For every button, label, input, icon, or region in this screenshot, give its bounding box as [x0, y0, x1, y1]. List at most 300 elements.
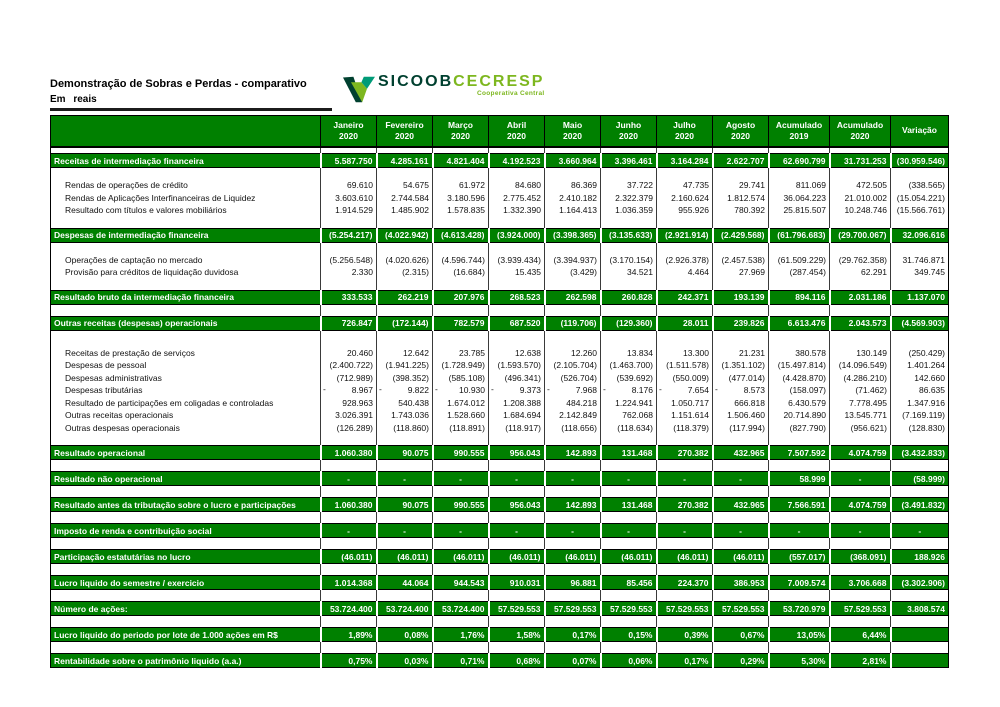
value-cell: (71.462) — [830, 384, 891, 397]
value-cell: (1.728.949) — [433, 359, 489, 372]
column-header: Acumulado 2019 — [769, 116, 830, 148]
value-cell: 62.690.799 — [769, 154, 830, 168]
value-cell: 21.010.002 — [830, 192, 891, 205]
value-cell: (4.596.744) — [433, 254, 489, 267]
value-cell: 955.926 — [657, 204, 713, 217]
value-cell: (3.491.832) — [891, 498, 949, 512]
value-cell: 726.847 — [321, 316, 377, 330]
section-row — [51, 576, 949, 590]
value-cell: 262.598 — [545, 290, 601, 304]
value-cell: 380.578 — [769, 347, 830, 360]
value-cell: 0,39% — [657, 628, 713, 642]
comparative-results-table — [50, 115, 949, 668]
spacer-row — [51, 460, 949, 472]
value-cell: (287.454) — [769, 266, 830, 279]
row-label: Despesas de intermediação financeira — [51, 228, 321, 242]
row-label-header — [51, 116, 321, 148]
value-cell: 69.610 — [321, 179, 377, 192]
value-cell: 2.322.379 — [601, 192, 657, 205]
value-cell: 62.291 — [830, 266, 891, 279]
value-cell: 4.821.404 — [433, 154, 489, 168]
value-cell: 1.347.916 — [891, 397, 949, 410]
value-cell: 57.529.553 — [489, 602, 545, 616]
value-cell: (61.796.683) — [769, 228, 830, 242]
value-cell: - 8.967 — [321, 384, 377, 397]
spacer-row — [51, 168, 949, 180]
value-cell: (1.351.102) — [713, 359, 769, 372]
value-cell: 4.074.759 — [830, 498, 891, 512]
value-cell: 53.724.400 — [433, 602, 489, 616]
value-cell: (118.656) — [545, 422, 601, 435]
value-cell: 0,17% — [545, 628, 601, 642]
row-label: Resultado não operacional — [51, 472, 321, 486]
column-header: Julho 2020 — [657, 116, 713, 148]
value-cell: 57.529.553 — [713, 602, 769, 616]
value-cell: 1,58% — [489, 628, 545, 642]
detail-row — [51, 347, 949, 360]
value-cell: (46.011) — [321, 550, 377, 564]
column-header: Janeiro 2020 — [321, 116, 377, 148]
value-cell: 57.529.553 — [830, 602, 891, 616]
value-cell: 27.969 — [713, 266, 769, 279]
value-cell: 13,05% — [769, 628, 830, 642]
value-cell: 990.555 — [433, 446, 489, 460]
row-label: Operações de captação no mercado — [65, 254, 203, 265]
row-label: Outras receitas (despesas) operacionais — [51, 316, 321, 330]
value-cell: 193.139 — [713, 290, 769, 304]
value-cell: 131.468 — [601, 446, 657, 460]
value-cell: (3.924.000) — [489, 228, 545, 242]
value-cell: 90.075 — [377, 446, 433, 460]
value-cell: (4.613.428) — [433, 228, 489, 242]
value-cell: 0,08% — [377, 628, 433, 642]
row-label: Outras despesas operacionais — [65, 422, 180, 433]
value-cell: - — [713, 524, 769, 538]
value-cell: 1.578.835 — [433, 204, 489, 217]
value-cell: (250.429) — [891, 347, 949, 360]
value-cell: 1.528.660 — [433, 409, 489, 422]
section-row — [51, 654, 949, 668]
value-cell: 7.778.495 — [830, 397, 891, 410]
value-cell: 85.456 — [601, 576, 657, 590]
value-cell: 2.410.182 — [545, 192, 601, 205]
column-header: Agosto 2020 — [713, 116, 769, 148]
value-cell: 57.529.553 — [657, 602, 713, 616]
value-cell: 3.603.610 — [321, 192, 377, 205]
value-cell: (712.989) — [321, 372, 377, 385]
row-label: Outras receitas operacionais — [65, 410, 174, 421]
value-cell: (827.790) — [769, 422, 830, 435]
value-cell: 262.219 — [377, 290, 433, 304]
spacer-row — [51, 538, 949, 550]
value-cell: - 7.654 — [657, 384, 713, 397]
unit-label: Em reais — [50, 94, 332, 111]
value-cell — [891, 654, 949, 668]
value-cell: 666.818 — [713, 397, 769, 410]
value-cell: 15.435 — [489, 266, 545, 279]
value-cell: 2.142.849 — [545, 409, 601, 422]
value-cell: 3.026.391 — [321, 409, 377, 422]
row-label: Receitas de intermediação financeira — [51, 154, 321, 168]
value-cell: 1.684.694 — [489, 409, 545, 422]
sicoob-cecresp-logo — [343, 74, 544, 108]
value-cell: - — [601, 472, 657, 486]
value-cell: 53.724.400 — [377, 602, 433, 616]
table-header-row — [51, 116, 949, 148]
value-cell: 540.438 — [377, 397, 433, 410]
logo-cecresp-text: CECRESP — [453, 73, 545, 90]
value-cell: 349.745 — [891, 266, 949, 279]
detail-row — [51, 422, 949, 435]
value-cell: 1.485.902 — [377, 204, 433, 217]
value-cell: - 7.968 — [545, 384, 601, 397]
value-cell: 142.893 — [545, 446, 601, 460]
value-cell: (585.108) — [433, 372, 489, 385]
value-cell: 7.009.574 — [769, 576, 830, 590]
logo-text — [378, 74, 544, 98]
value-cell: 894.116 — [769, 290, 830, 304]
detail-row — [51, 372, 949, 385]
value-cell: (172.144) — [377, 316, 433, 330]
section-row — [51, 316, 949, 330]
value-cell: 432.965 — [713, 446, 769, 460]
value-cell: (526.704) — [545, 372, 601, 385]
detail-row — [51, 192, 949, 205]
value-cell: - 8.176 — [601, 384, 657, 397]
value-cell: 4.285.161 — [377, 154, 433, 168]
value-cell: (1.511.578) — [657, 359, 713, 372]
row-label: Provisão para créditos de liquidação duvidosa — [65, 267, 239, 278]
value-cell: 20.460 — [321, 347, 377, 360]
spacer-row — [51, 217, 949, 229]
report-title: Demonstração de Sobras e Perdas - comparativo — [50, 78, 307, 90]
value-cell: 37.722 — [601, 179, 657, 192]
value-cell: (58.999) — [891, 472, 949, 486]
value-cell: 0,15% — [601, 628, 657, 642]
value-cell: (539.692) — [601, 372, 657, 385]
spacer-row — [51, 486, 949, 498]
section-row — [51, 550, 949, 564]
value-cell: 990.555 — [433, 498, 489, 512]
value-cell: 944.543 — [433, 576, 489, 590]
value-cell: 1.208.388 — [489, 397, 545, 410]
value-cell: 260.828 — [601, 290, 657, 304]
value-cell: 484.218 — [545, 397, 601, 410]
value-cell: 782.579 — [433, 316, 489, 330]
value-cell: - — [830, 524, 891, 538]
value-cell: 96.881 — [545, 576, 601, 590]
value-cell: (29.700.067) — [830, 228, 891, 242]
value-cell: 0,17% — [657, 654, 713, 668]
value-cell: (46.011) — [713, 550, 769, 564]
section-row — [51, 498, 949, 512]
row-label: Resultado operacional — [51, 446, 321, 460]
value-cell: - — [489, 524, 545, 538]
column-header: Março 2020 — [433, 116, 489, 148]
spacer-row — [51, 304, 949, 316]
value-cell: (550.009) — [657, 372, 713, 385]
value-cell: 21.231 — [713, 347, 769, 360]
value-cell: (118.860) — [377, 422, 433, 435]
detail-row — [51, 359, 949, 372]
value-cell: 1.060.380 — [321, 498, 377, 512]
value-cell: 956.043 — [489, 498, 545, 512]
value-cell: 687.520 — [489, 316, 545, 330]
value-cell: (46.011) — [657, 550, 713, 564]
row-label: Resultado antes da tributação sobre o lucro e participações — [51, 498, 321, 512]
value-cell: (46.011) — [377, 550, 433, 564]
value-cell: 2.775.452 — [489, 192, 545, 205]
value-cell: - — [657, 472, 713, 486]
row-label: Resultado com títulos e valores mobiliários — [65, 205, 227, 216]
detail-row — [51, 204, 949, 217]
row-label: Resultado bruto da intermediação financeira — [51, 290, 321, 304]
value-cell: - — [321, 524, 377, 538]
value-cell: - — [830, 472, 891, 486]
value-cell: 20.714.890 — [769, 409, 830, 422]
value-cell: 2.330 — [321, 266, 377, 279]
value-cell: - — [433, 472, 489, 486]
spacer-row — [51, 564, 949, 576]
financial-statement-table — [50, 115, 949, 668]
value-cell: 61.972 — [433, 179, 489, 192]
value-cell: 13.300 — [657, 347, 713, 360]
value-cell: 12.260 — [545, 347, 601, 360]
value-cell: 3.706.668 — [830, 576, 891, 590]
value-cell: 928.963 — [321, 397, 377, 410]
value-cell: 239.826 — [713, 316, 769, 330]
value-cell: 4.464 — [657, 266, 713, 279]
value-cell: - 8.573 — [713, 384, 769, 397]
value-cell: 910.031 — [489, 576, 545, 590]
value-cell: 3.660.964 — [545, 154, 601, 168]
value-cell: 1.164.413 — [545, 204, 601, 217]
value-cell: (2.926.378) — [657, 254, 713, 267]
value-cell: 1.506.460 — [713, 409, 769, 422]
value-cell: 13.545.771 — [830, 409, 891, 422]
value-cell: - 9.373 — [489, 384, 545, 397]
logo-tagline: Cooperativa Central — [477, 90, 545, 97]
value-cell: 3.180.596 — [433, 192, 489, 205]
column-header: Junho 2020 — [601, 116, 657, 148]
value-cell: - — [657, 524, 713, 538]
value-cell: 5,30% — [769, 654, 830, 668]
value-cell: 2.744.584 — [377, 192, 433, 205]
value-cell: (3.170.154) — [601, 254, 657, 267]
column-header: Maio 2020 — [545, 116, 601, 148]
value-cell: 780.392 — [713, 204, 769, 217]
value-cell: (46.011) — [601, 550, 657, 564]
detail-row — [51, 397, 949, 410]
value-cell: 386.953 — [713, 576, 769, 590]
value-cell: 86.635 — [891, 384, 949, 397]
logo-sicoob-text: SICOOB — [378, 73, 454, 90]
value-cell: 6.613.476 — [769, 316, 830, 330]
detail-row — [51, 409, 949, 422]
value-cell: (3.429) — [545, 266, 601, 279]
value-cell: (46.011) — [545, 550, 601, 564]
value-cell: (3.302.906) — [891, 576, 949, 590]
value-cell: (118.379) — [657, 422, 713, 435]
value-cell: 3.164.284 — [657, 154, 713, 168]
value-cell: 53.724.400 — [321, 602, 377, 616]
value-cell: (2.921.914) — [657, 228, 713, 242]
value-cell: (368.091) — [830, 550, 891, 564]
value-cell: 1.014.368 — [321, 576, 377, 590]
row-label: Despesas de pessoal — [65, 360, 147, 371]
value-cell: 2.622.707 — [713, 154, 769, 168]
value-cell: 44.064 — [377, 576, 433, 590]
value-cell: (2.105.704) — [545, 359, 601, 372]
spacer-row — [51, 512, 949, 524]
row-label: Despesas administrativas — [65, 372, 162, 383]
value-cell: 2.043.573 — [830, 316, 891, 330]
value-cell: (3.135.633) — [601, 228, 657, 242]
row-label: Participação estatutárias no lucro — [51, 550, 321, 564]
value-cell: (398.352) — [377, 372, 433, 385]
value-cell: 1.914.529 — [321, 204, 377, 217]
spacer-row — [51, 616, 949, 628]
value-cell: 32.096.616 — [891, 228, 949, 242]
value-cell: (5.254.217) — [321, 228, 377, 242]
value-cell: 0,67% — [713, 628, 769, 642]
value-cell: 1.137.070 — [891, 290, 949, 304]
report-header — [50, 78, 332, 111]
column-header: Acumulado 2020 — [830, 116, 891, 148]
value-cell: 12.638 — [489, 347, 545, 360]
value-cell: 1.743.036 — [377, 409, 433, 422]
value-cell: 2.031.186 — [830, 290, 891, 304]
value-cell: 242.371 — [657, 290, 713, 304]
value-cell: 53.720.979 — [769, 602, 830, 616]
spacer-row — [51, 242, 949, 254]
section-row — [51, 602, 949, 616]
value-cell: - 10.930 — [433, 384, 489, 397]
value-cell: - — [433, 524, 489, 538]
value-cell: (2.400.722) — [321, 359, 377, 372]
value-cell: 90.075 — [377, 498, 433, 512]
value-cell: (1.463.700) — [601, 359, 657, 372]
value-cell: 188.926 — [891, 550, 949, 564]
value-cell: 36.064.223 — [769, 192, 830, 205]
row-label: Receitas de prestação de serviços — [65, 347, 195, 358]
value-cell: 28.011 — [657, 316, 713, 330]
detail-row — [51, 266, 949, 279]
value-cell: 1.674.012 — [433, 397, 489, 410]
value-cell: 84.680 — [489, 179, 545, 192]
value-cell: 5.587.750 — [321, 154, 377, 168]
value-cell: 34.521 — [601, 266, 657, 279]
value-cell: (4.569.903) — [891, 316, 949, 330]
section-row — [51, 446, 949, 460]
value-cell: 4.192.523 — [489, 154, 545, 168]
value-cell: 0,29% — [713, 654, 769, 668]
value-cell: (15.497.814) — [769, 359, 830, 372]
value-cell: 270.382 — [657, 446, 713, 460]
value-cell: 10.248.746 — [830, 204, 891, 217]
spacer-row — [51, 642, 949, 654]
value-cell: 956.043 — [489, 446, 545, 460]
value-cell: 7.507.592 — [769, 446, 830, 460]
value-cell: (14.096.549) — [830, 359, 891, 372]
value-cell: - — [891, 524, 949, 538]
value-cell: 47.735 — [657, 179, 713, 192]
value-cell: 0,06% — [601, 654, 657, 668]
value-cell: 86.369 — [545, 179, 601, 192]
detail-row — [51, 179, 949, 192]
value-cell: (4.022.942) — [377, 228, 433, 242]
row-label: Despesas tributárias — [65, 385, 143, 396]
value-cell: 207.976 — [433, 290, 489, 304]
column-header: Abril 2020 — [489, 116, 545, 148]
value-cell: 4.074.759 — [830, 446, 891, 460]
detail-row — [51, 254, 949, 267]
value-cell: 224.370 — [657, 576, 713, 590]
value-cell: 3.808.574 — [891, 602, 949, 616]
value-cell: 432.965 — [713, 498, 769, 512]
row-label: Lucro liquido do semestre / exercicio — [51, 576, 321, 590]
detail-row — [51, 384, 949, 397]
value-cell: (7.169.119) — [891, 409, 949, 422]
value-cell: - — [377, 524, 433, 538]
value-cell: 142.660 — [891, 372, 949, 385]
value-cell: (3.939.434) — [489, 254, 545, 267]
value-cell: - — [377, 472, 433, 486]
row-label: Lucro liquido do periodo por lote de 1.000 ações em R$ — [51, 628, 321, 642]
value-cell: 57.529.553 — [545, 602, 601, 616]
value-cell: 142.893 — [545, 498, 601, 512]
value-cell: 57.529.553 — [601, 602, 657, 616]
value-cell: - — [545, 472, 601, 486]
value-cell: 0,68% — [489, 654, 545, 668]
value-cell: 23.785 — [433, 347, 489, 360]
value-cell: 0,03% — [377, 654, 433, 668]
row-label: Rendas de operações de crédito — [65, 180, 188, 191]
value-cell: 2,81% — [830, 654, 891, 668]
value-cell: (119.706) — [545, 316, 601, 330]
section-row — [51, 290, 949, 304]
value-cell: (128.830) — [891, 422, 949, 435]
value-cell: 1,76% — [433, 628, 489, 642]
value-cell: 0,75% — [321, 654, 377, 668]
row-label: Imposto de renda e contribuição social — [51, 524, 321, 538]
value-cell: 2.160.624 — [657, 192, 713, 205]
value-cell: 268.523 — [489, 290, 545, 304]
section-row — [51, 628, 949, 642]
value-cell: (158.097) — [769, 384, 830, 397]
value-cell: (129.360) — [601, 316, 657, 330]
spacer-row — [51, 279, 949, 291]
value-cell: (4.020.626) — [377, 254, 433, 267]
value-cell: 54.675 — [377, 179, 433, 192]
value-cell: 12.642 — [377, 347, 433, 360]
sicoob-v-mark-icon — [343, 76, 375, 108]
value-cell: - — [769, 524, 830, 538]
value-cell: 1.151.614 — [657, 409, 713, 422]
column-header: Variação — [891, 116, 949, 148]
value-cell: (956.621) — [830, 422, 891, 435]
spacer-row — [51, 434, 949, 446]
row-label: Resultado de participações em coligadas e controladas — [65, 397, 274, 408]
value-cell: (3.432.833) — [891, 446, 949, 460]
section-row — [51, 228, 949, 242]
value-cell: (118.634) — [601, 422, 657, 435]
value-cell: 0,07% — [545, 654, 601, 668]
value-cell: (61.509.229) — [769, 254, 830, 267]
value-cell: 58.999 — [769, 472, 830, 486]
value-cell: 1.332.390 — [489, 204, 545, 217]
value-cell: (4.286.210) — [830, 372, 891, 385]
